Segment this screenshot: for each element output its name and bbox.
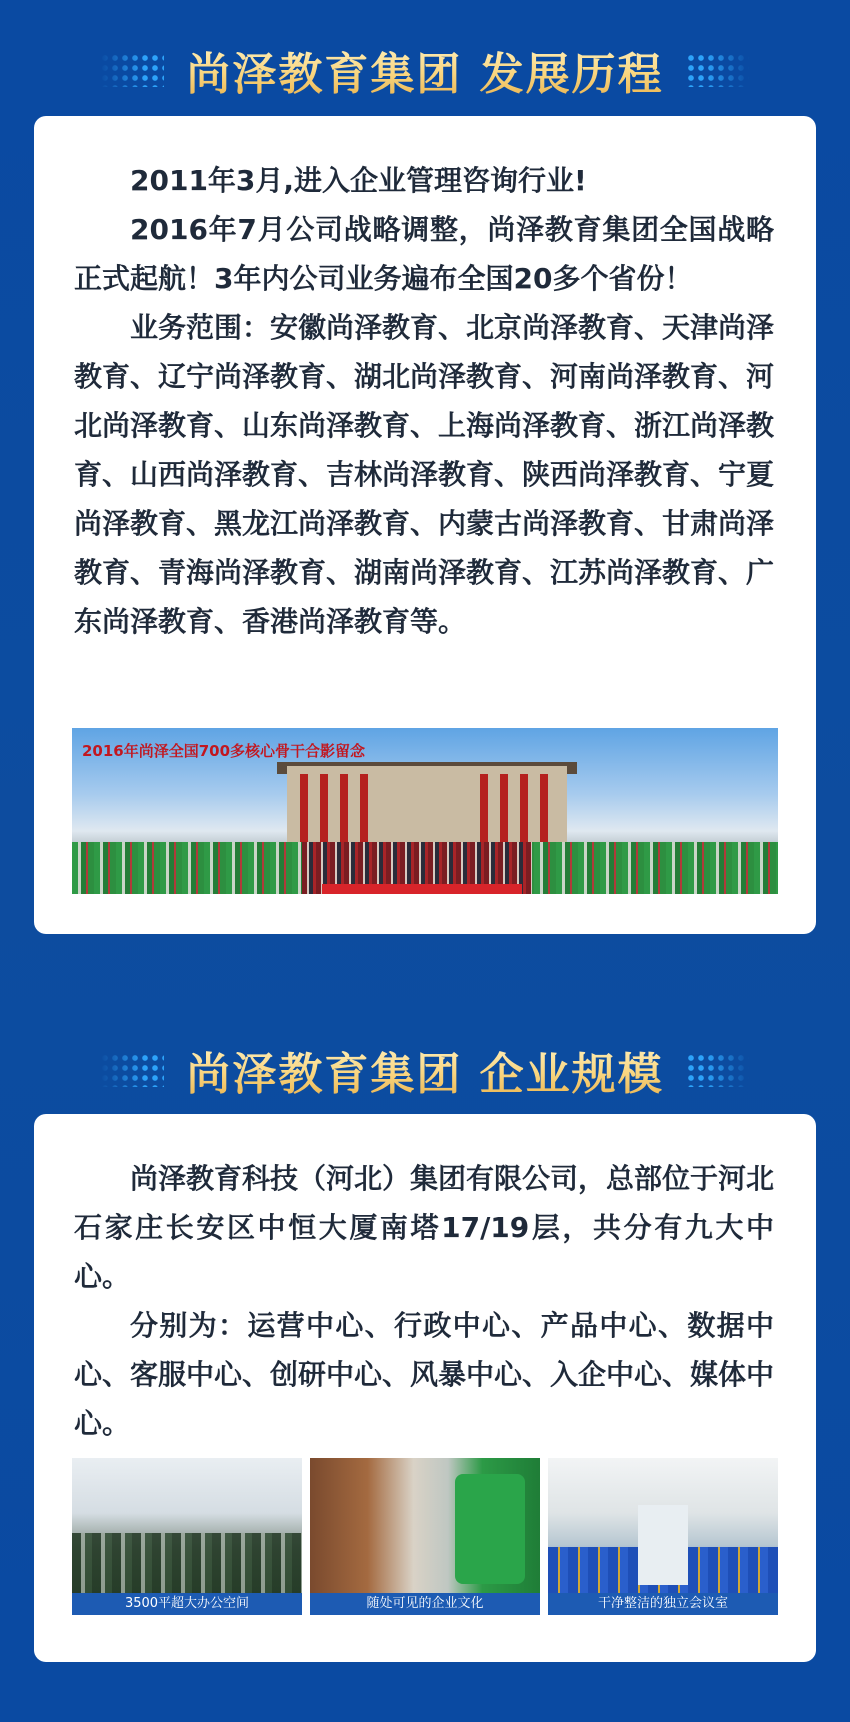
photo-caption: 干净整洁的独立会议室	[548, 1593, 778, 1615]
culture-photo	[310, 1458, 540, 1615]
history-card	[34, 116, 816, 934]
group-photo	[72, 728, 778, 894]
dot-pattern-decoration	[100, 53, 164, 87]
dot-pattern-decoration	[100, 1053, 164, 1087]
history-paragraph: 2016年7月公司战略调整，尚泽教育集团全国战略正式起航！3年内公司业务遍布全国20多个省份！	[74, 213, 774, 295]
scale-paragraph: 分别为：运营中心、行政中心、产品中心、数据中心、客服中心、创研中心、风暴中心、入企中心、媒体中心。	[74, 1309, 775, 1440]
office-photo	[72, 1458, 302, 1615]
scale-text	[74, 1154, 774, 1448]
photo-caption: 3500平超大办公空间	[72, 1593, 302, 1615]
photo-caption: 2016年尚泽全国700多核心骨干合影留念	[82, 742, 366, 760]
meeting-room-photo	[548, 1458, 778, 1615]
section-header-history	[0, 40, 850, 100]
section-header-scale	[0, 1040, 850, 1100]
history-text	[74, 156, 774, 646]
history-paragraph: 2011年3月,进入企业管理咨询行业!	[130, 164, 587, 197]
dot-pattern-decoration	[686, 1053, 750, 1087]
scale-paragraph: 尚泽教育科技（河北）集团有限公司，总部位于河北石家庄长安区中恒大厦南塔17/19层，共分有九大中心。	[74, 1162, 775, 1293]
history-paragraph: 业务范围：安徽尚泽教育、北京尚泽教育、天津尚泽教育、辽宁尚泽教育、湖北尚泽教育、河南尚泽教育、河北尚泽教育、山东尚泽教育、上海尚泽教育、浙江尚泽教育、山西尚泽教育、吉林尚泽教育、陕西尚泽教育、宁夏尚泽教育、黑龙江尚泽教育、内蒙古尚泽教育、甘肃尚泽教育、青海尚泽教育、湖南尚泽教育、江苏尚泽教育、广东尚泽教育、香港尚泽教育等。	[74, 311, 775, 638]
section-title-scale: 尚泽教育集团 企业规模	[186, 1038, 663, 1102]
section-title-history: 尚泽教育集团 发展历程	[186, 38, 663, 102]
red-carpet	[322, 884, 522, 894]
dot-pattern-decoration	[686, 53, 750, 87]
photo-caption: 随处可见的企业文化	[310, 1593, 540, 1615]
